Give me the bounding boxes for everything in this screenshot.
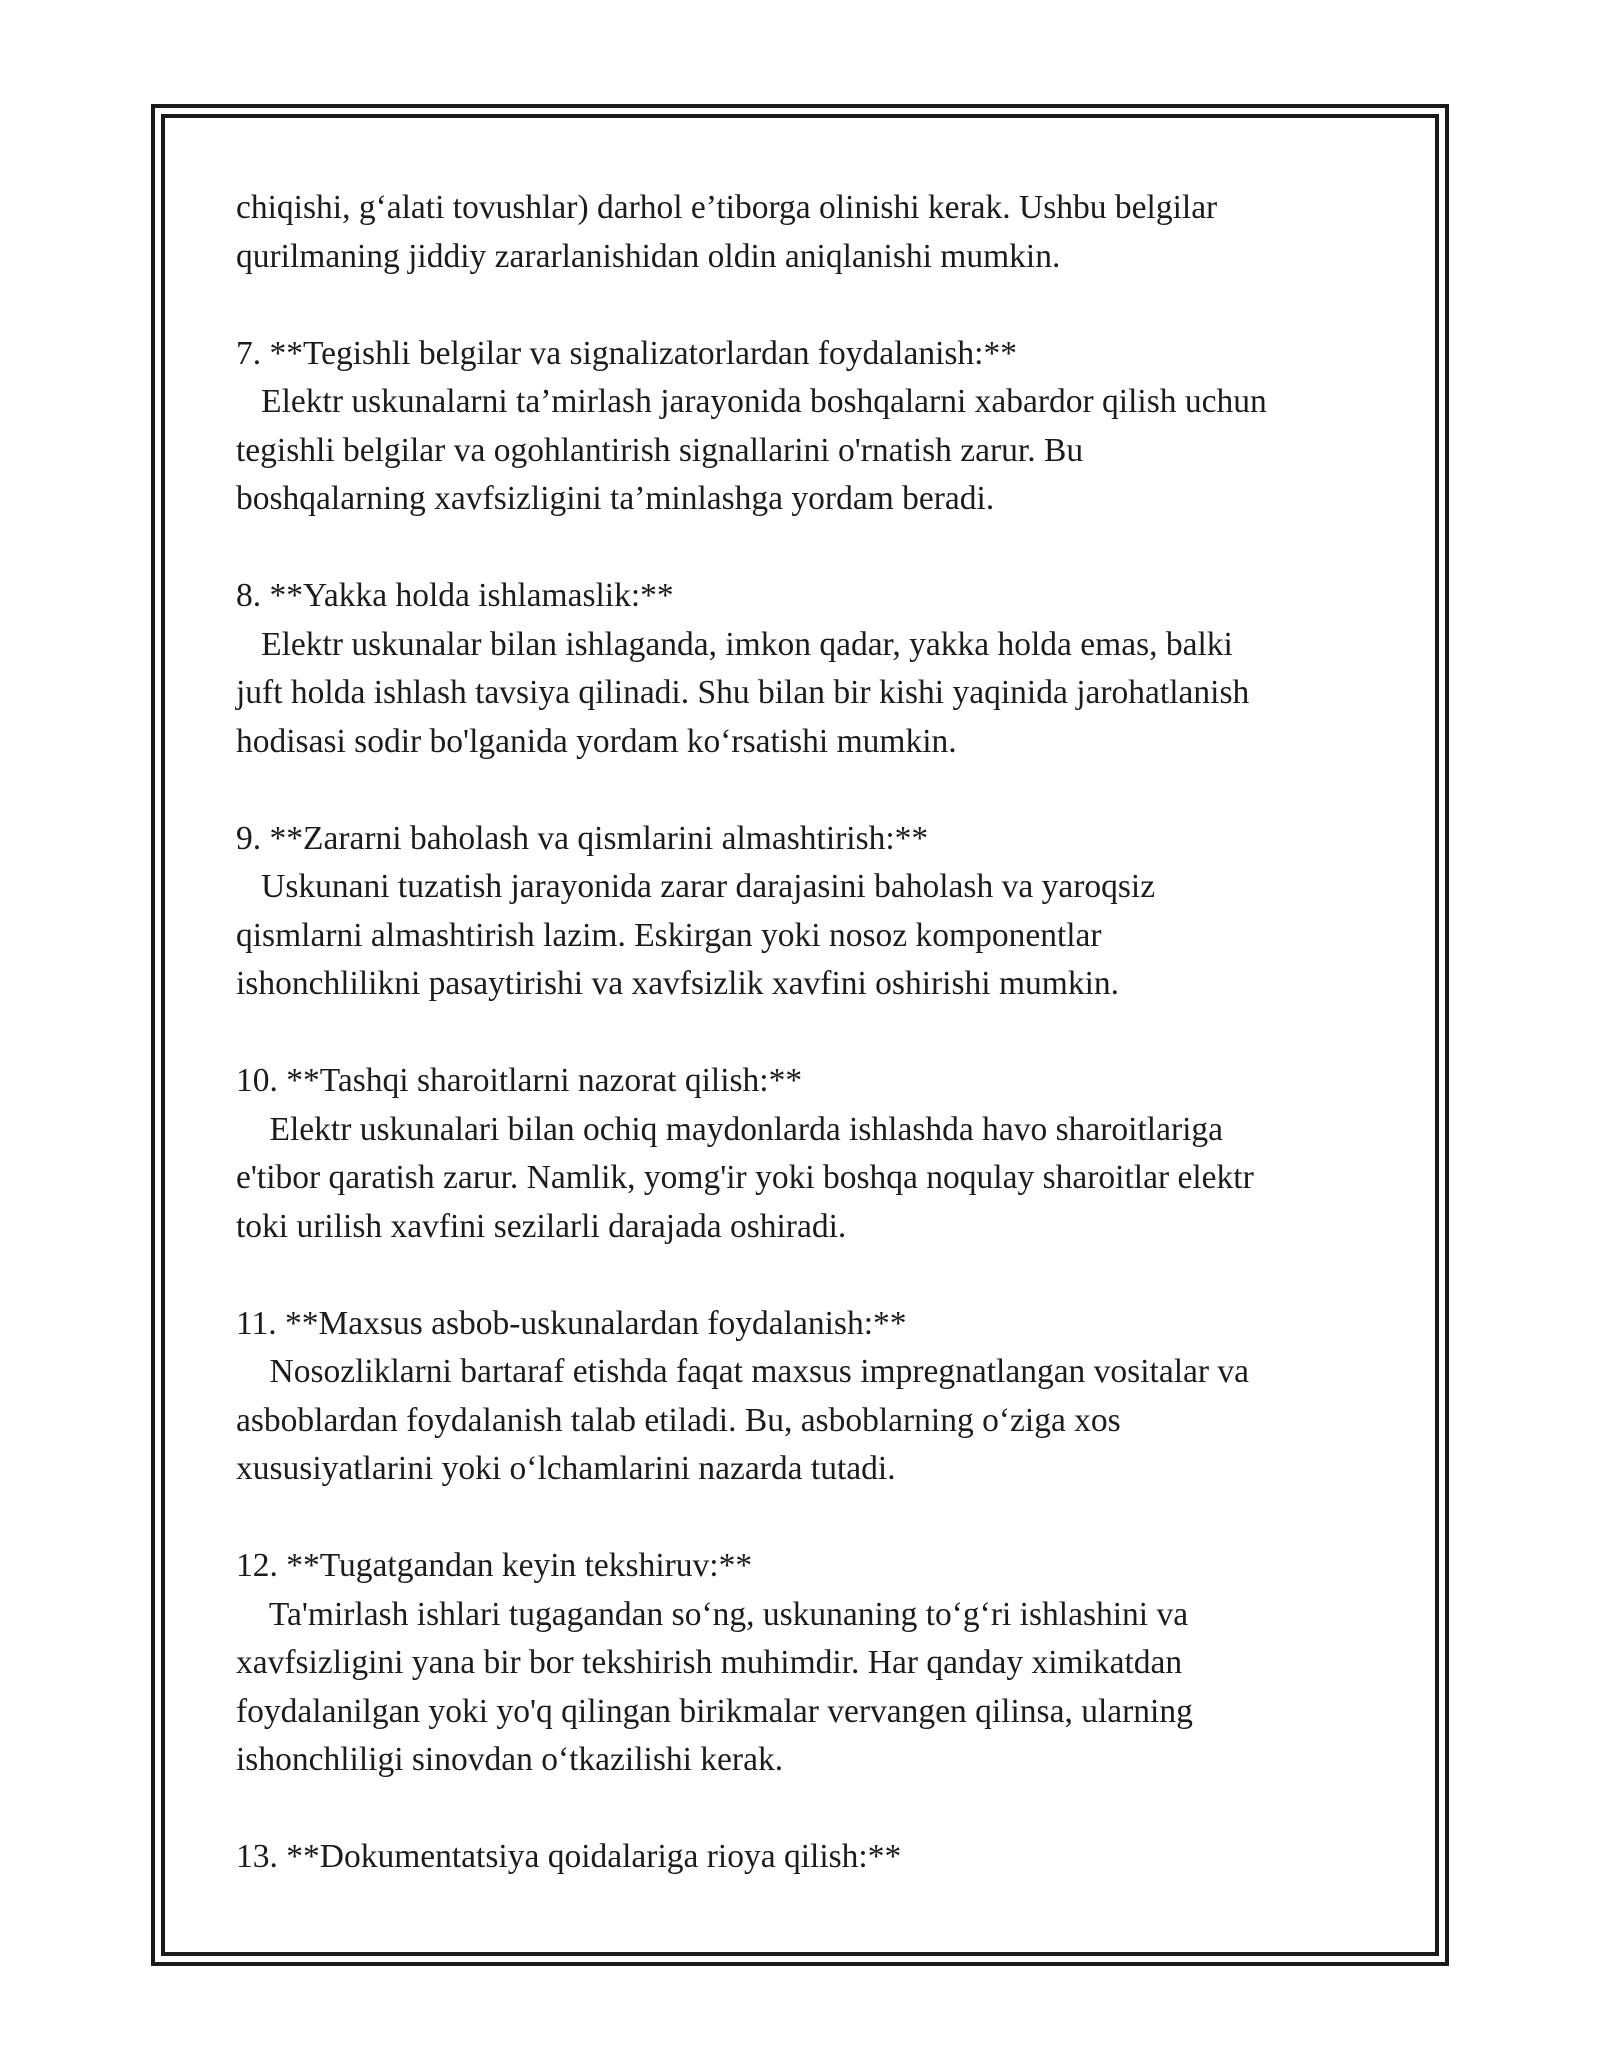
section-heading: 8. **Yakka holda ishlamaslik:** [236, 577, 674, 614]
paragraph-gap [236, 1251, 1386, 1300]
section-heading: 7. **Tegishli belgilar va signalizatorlardan foydalanish:** [236, 334, 1017, 372]
section-8 [236, 572, 1386, 766]
text-line: Uskunani tuzatish jarayonida zarar darajasini baholash va yaroqsiz [236, 868, 1156, 905]
text-line: xavfsizligini yana bir bor tekshirish muhimdir. Har qanday ximikatdan [236, 1644, 1183, 1681]
text-line: tegishli belgilar va ogohlantirish signallarini o'rnatish zarur. Bu [236, 431, 1084, 469]
text-line: toki urilish xavfini sezilarli darajada oshiradi. [236, 1207, 847, 1245]
text-line: hodisasi sodir bo'lganida yordam ko‘rsatishi mumkin. [236, 722, 957, 760]
text-line: Elektr uskunalari bilan ochiq maydonlarda ishlashda havo sharoitlariga [236, 1110, 1224, 1148]
document-body [236, 184, 1386, 1882]
text-line: Elektr uskunalarni ta’mirlash jarayonida boshqalarni xabardor qilish uchun [236, 383, 1267, 420]
section-heading: 12. **Tugatgandan keyin tekshiruv:** [236, 1547, 753, 1584]
text-line: qismlarni almashtirish lazim. Eskirgan yoki nosoz komponentlar [236, 916, 1102, 954]
section-13 [236, 1833, 1386, 1882]
paragraph-gap [236, 281, 1386, 330]
section-11 [236, 1300, 1386, 1494]
text-line: chiqishi, g‘alati tovushlar) darhol e’tiborga olinishi kerak. Ushbu belgilar [236, 189, 1218, 226]
paragraph-gap [236, 1785, 1386, 1834]
section-heading: 9. **Zararni baholash va qismlarini almashtirish:** [236, 819, 929, 857]
text-line: xususiyatlarini yoki o‘lchamlarini nazarda tutadi. [236, 1450, 896, 1487]
text-line: Elektr uskunalar bilan ishlaganda, imkon qadar, yakka holda emas, balki [236, 625, 1233, 663]
paragraph-gap [236, 1494, 1386, 1543]
section-heading: 10. **Tashqi sharoitlarni nazorat qilish:** [236, 1062, 803, 1099]
text-line: Ta'mirlash ishlari tugagandan so‘ng, uskunaning to‘g‘ri ishlashini va [236, 1595, 1189, 1633]
section-12 [236, 1542, 1386, 1785]
text-line: e'tibor qaratish zarur. Namlik, yomg'ir yoki boshqa noqulay sharoitlar elektr [236, 1159, 1254, 1196]
paragraph-gap [236, 1009, 1386, 1058]
section-9 [236, 815, 1386, 1009]
text-line: Nosozliklarni bartaraf etishda faqat maxsus impregnatlangan vositalar va [236, 1353, 1250, 1390]
intro-paragraph [236, 184, 1386, 281]
paragraph-gap [236, 524, 1386, 573]
text-line: boshqalarning xavfsizligini ta’minlashga yordam beradi. [236, 480, 995, 517]
section-heading: 13. **Dokumentatsiya qoidalariga rioya qilish:** [236, 1838, 902, 1875]
text-line: qurilmaning jiddiy zararlanishidan oldin aniqlanishi mumkin. [236, 237, 1061, 275]
text-line: ishonchliligi sinovdan o‘tkazilishi kerak. [236, 1741, 784, 1778]
section-7 [236, 330, 1386, 524]
paragraph-gap [236, 766, 1386, 815]
text-line: ishonchlilikni pasaytirishi va xavfsizlik xavfini oshirishi mumkin. [236, 965, 1120, 1002]
text-line: juft holda ishlash tavsiya qilinadi. Shu bilan bir kishi yaqinida jarohatlanish [236, 674, 1250, 711]
text-line: foydalanilgan yoki yo'q qilingan birikmalar vervangen qilinsa, ularning [236, 1692, 1193, 1730]
section-10 [236, 1057, 1386, 1251]
text-line: asboblardan foydalanish talab etiladi. Bu, asboblarning o‘ziga xos [236, 1401, 1121, 1439]
section-heading: 11. **Maxsus asbob-uskunalardan foydalanish:** [236, 1304, 907, 1342]
